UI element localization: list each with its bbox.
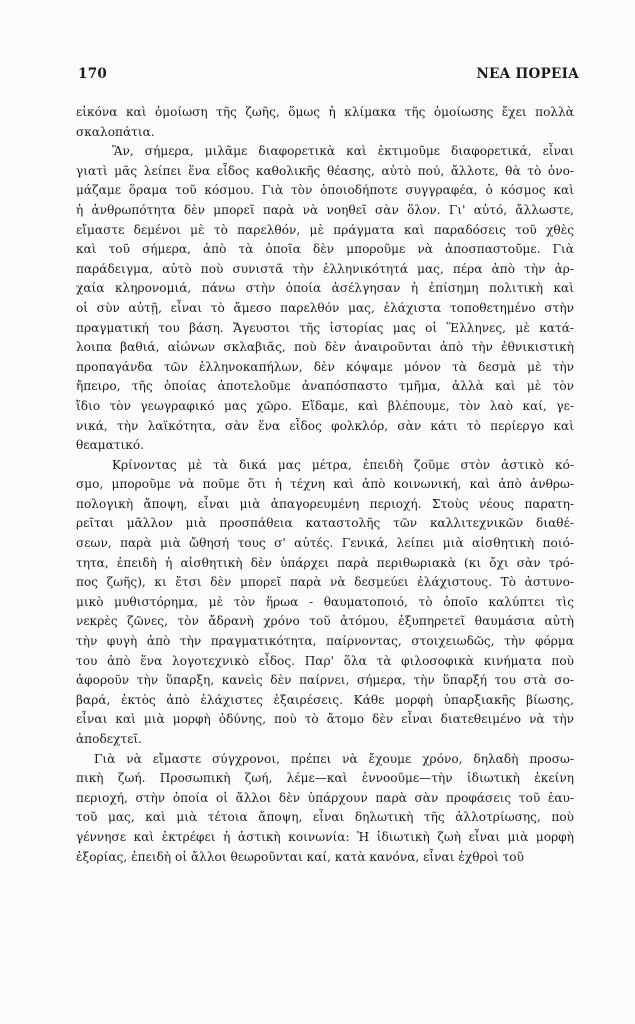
text-line: γιατὶ μᾶς λείπει ἕνα εἶδος καθολικῆς θέασης, αὐτὸ πού, ἄλλοτε, θὰ τὸ ὀνο- bbox=[76, 163, 574, 178]
text-line: βαρά, ἐκτὸς ἀπὸ ἐλάχιστες ἐξαιρέσεις. Κάθε μορφὴ ὑπαρξιακῆς βίωσης, bbox=[76, 692, 574, 707]
text-line: εἶναι καὶ μιὰ μορφὴ ὀδύνης, ποὺ τὸ ἄτομο δὲν εἶναι διατεθειμένο νὰ τὴν bbox=[76, 712, 574, 727]
text-line: πραγματική του βάση. Ἄγευστοι τῆς ἱστορίας μας οἱ Ἕλληνες, μὲ κατά- bbox=[76, 320, 574, 335]
text-line: χαία κληρονομιά, πάνω στὴν ὁποία ἀσέλγησαν ἡ ἐπίσημη πολιτικὴ καὶ bbox=[76, 281, 574, 296]
text-line: σμο, μποροῦμε νὰ ποῦμε ὅτι ἡ τέχνη καὶ ἀπὸ κοινωνική, καὶ ἀπὸ ἀνθρω- bbox=[76, 477, 574, 492]
text-line: ἤπειρο, τῆς ὁποίας ἀποτελοῦμε ἀναπόσπαστο τμῆμα, ἀλλὰ καὶ μὲ τὸν bbox=[76, 379, 574, 394]
text-line: ἀποδεχτεῖ. bbox=[76, 732, 143, 746]
text-line: εἰκόνα καὶ ὁμοίωση τῆς ζωῆς, ὅμως ἡ κλίμακα τῆς ὁμοίωσης ἔχει πολλὰ bbox=[76, 105, 574, 119]
text-line: θεαματικό. bbox=[76, 438, 145, 453]
text-line: περιοχή, στὴν ὁποία οἱ ἄλλοι δὲν ὑπάρχουν παρὰ σὰν προφάσεις τοῦ ἑαυ- bbox=[76, 790, 574, 805]
text-line: του ἀπὸ ἕνα λογοτεχνικὸ εἶδος. Παρ' ὅλα τὰ φιλοσοφικὰ κινήματα ποὺ bbox=[76, 653, 574, 668]
text-line: καὶ τοῦ σήμερα, ἀπὸ τὰ ὁποῖα δὲν μποροῦμε νὰ ἀποσπαστοῦμε. Γιὰ bbox=[76, 242, 574, 257]
text-line: Γιὰ νὰ εἴμαστε σύγχρονοι, πρέπει νὰ ἔχουμε χρόνο, δηλαδὴ προσω- bbox=[94, 751, 574, 766]
text-line: ἴδιο τὸν γεωγραφικό μας χῶρο. Εἴδαμε, καὶ βλέπουμε, τὸν λαὸ καί, γε- bbox=[76, 398, 574, 413]
text-line: ἀφοροῦν τὴν ὕπαρξη, κανεὶς δὲν παίρνει, σήμερα, τὴν ὕπαρξή του στὰ σο- bbox=[76, 673, 574, 688]
paragraph bbox=[76, 456, 574, 750]
text-line: πολογικὴ ἄποψη, εἶναι μιὰ ἀπαγορευμένη περιοχή. Στοὺς νέους παρατη- bbox=[76, 496, 574, 511]
text-line: τητα, ἐπειδὴ ἡ αἰσθητικὴ δὲν ὑπάρχει παρὰ περιθωριακὰ (κι ὄχι σὰν τρό- bbox=[76, 555, 574, 570]
text-line: τὴν φυγὴ ἀπὸ τὴν πραγματικότητα, παίρνοντας, στοιχειωδῶς, τὴν φόρμα bbox=[76, 634, 574, 649]
body-text bbox=[76, 103, 574, 867]
page-number: 170 bbox=[78, 66, 108, 82]
journal-title: ΝΕΑ ΠΟΡΕΙΑ bbox=[476, 66, 579, 82]
text-line: νεκρὲς ζῶνες, τὸν ἄδρανὴ χρόνο τοῦ ἀτόμου, ἐξυπηρετεῖ θαυμάσια αὐτὴ bbox=[76, 614, 574, 629]
text-line: λοιπα βαθιά, αἰώνων σκλαβιᾶς, ποὺ δὲν ἀναιροῦνται ἀπὸ τὴν ἐθνικιστικὴ bbox=[76, 340, 574, 355]
text-line: μικὸ μυθιστόρημα, μὲ τὸν ἥρωα - θαυματοποιό, τὸ ὁποῖο καλύπτει τὶς bbox=[76, 594, 574, 609]
text-line: σεων, παρὰ μιὰ ὤθησή τους σ' αὐτές. Γενικά, λείπει μιὰ αἰσθητικὴ ποιό- bbox=[76, 536, 574, 551]
text-line: εἴμαστε δεμένοι μὲ τὸ παρελθόν, μὲ πράγματα καὶ παραδόσεις τοῦ χθὲς bbox=[76, 222, 574, 237]
paragraph bbox=[76, 103, 574, 142]
paragraph bbox=[76, 750, 574, 868]
text-line: Ἂν, σήμερα, μιλᾶμε διαφορετικὰ καὶ ἐκτιμοῦμε διαφορετικά, εἶναι bbox=[112, 144, 574, 159]
text-line: ἡ ἀνθρωπότητα δὲν μπορεῖ παρὰ νὰ νοηθεῖ σὰν ὅλον. Γι' αὐτό, ἄλλωστε, bbox=[76, 202, 574, 217]
text-line: σκαλοπάτια. bbox=[76, 124, 155, 139]
text-line: Κρίνοντας μὲ τὰ δικά μας μέτρα, ἐπειδὴ ζοῦμε στὸν ἀστικὸ κό- bbox=[112, 457, 574, 472]
text-line: οἱ σὺν αὐτῇ, εἶναι τὸ ἄμεσο παρελθόν μας, ἐλάχιστα τοποθετημένο στὴν bbox=[76, 300, 574, 315]
text-line: νικά, τὴν λαϊκότητα, σὰν ἕνα εἶδος φολκλόρ, σὰν κάτι τὸ περίεργο καὶ bbox=[76, 418, 574, 433]
running-head bbox=[78, 66, 579, 86]
text-line: προπαγάνδα τῶν ἑλληνοκαπήλων, δὲν κόψαμε μόνον τὰ δεσμὰ μὲ τὴν bbox=[76, 359, 574, 374]
text-line: πος ζωῆς), κι ἔτσι δὲν μπορεῖ παρὰ νὰ δεσμεύει ἐλάχιστους. Τὸ ἀστυνο- bbox=[76, 575, 574, 590]
text-line: μάζαμε ὅραμα τοῦ κόσμου. Γιὰ τὸν ὁποιοδήποτε συγγραφέα, ὁ κόσμος καὶ bbox=[76, 183, 574, 198]
text-line: ἐξορίας, ἐπειδὴ οἱ ἄλλοι θεωροῦνται καί, κατὰ κανόνα, εἶναι ἐχθροὶ τοῦ bbox=[76, 849, 524, 864]
text-line: πικὴ ζωή. Προσωπικὴ ζωή, λέμε—καὶ ἐννοοῦμε—τὴν ἰδιωτικὴ ἐκείνη bbox=[76, 771, 574, 786]
text-line: παράδειγμα, αὐτὸ ποὺ συνιστᾶ τὴν ἑλληνικότητά μας, πέρα ἀπὸ τὴν ἀρ- bbox=[76, 261, 574, 276]
text-line: γέννησε καὶ ἐκτρέφει ἡ ἀστικὴ κοινωνία: Ἡ ἰδιωτικὴ ζωὴ εἶναι μιὰ μορφὴ bbox=[76, 829, 574, 844]
text-line: ρεῖται μᾶλλον μιὰ προσπάθεια καταστολῆς τῶν καλλιτεχνικῶν διαθέ- bbox=[76, 516, 574, 531]
paragraph bbox=[76, 142, 574, 456]
text-line: τοῦ μας, καὶ μιὰ τέτοια ἄποψη, εἶναι δηλωτικὴ τῆς ἀλλοτρίωσης, ποὺ bbox=[76, 810, 574, 825]
